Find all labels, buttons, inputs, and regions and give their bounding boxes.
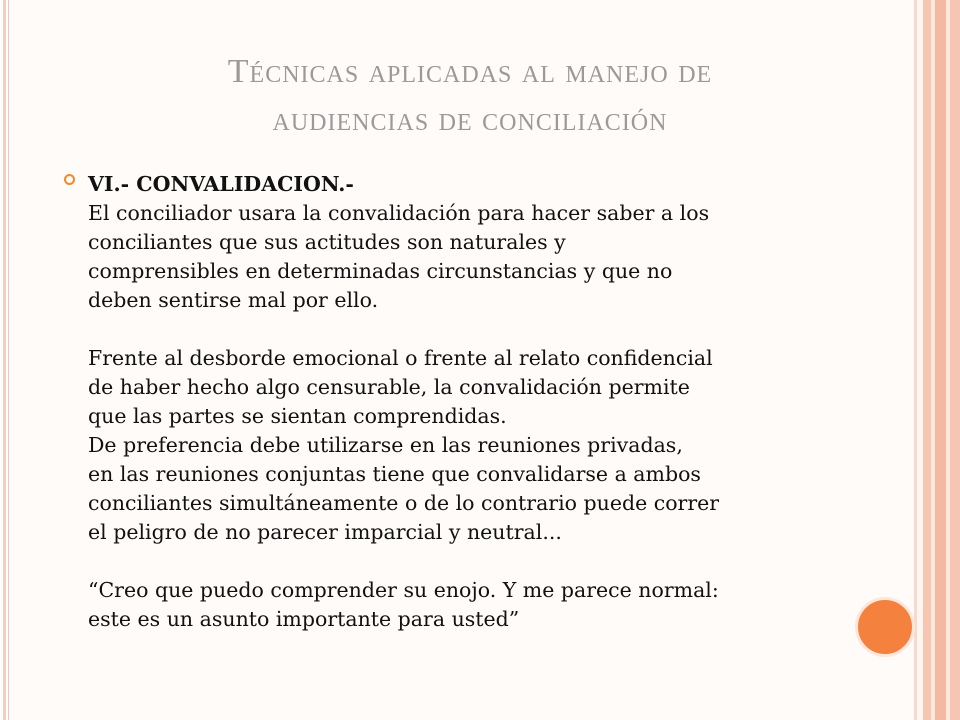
paragraph-spacer bbox=[88, 315, 834, 344]
title-line-1: Técnicas aplicadas al manejo de bbox=[227, 53, 713, 90]
paragraph2-line: que las partes se sientan comprendidas. bbox=[88, 404, 507, 428]
slide-title bbox=[100, 48, 840, 144]
paragraph2-line: conciliantes simultáneamente o de lo contrario puede correr bbox=[88, 491, 720, 515]
paragraph2-line: el peligro de no parecer imparcial y neutral... bbox=[88, 520, 562, 544]
orange-circle-decoration bbox=[855, 597, 915, 657]
paragraph1-line: deben sentirse mal por ello. bbox=[88, 288, 379, 312]
paragraph2-line: Frente al desborde emocional o frente al relato confidencial bbox=[88, 346, 713, 370]
right-stripe-decoration bbox=[914, 0, 960, 720]
paragraph2-line: de haber hecho algo censurable, la convalidación permite bbox=[88, 375, 690, 399]
paragraph1-line: El conciliador usara la convalidación para hacer saber a los bbox=[88, 201, 710, 225]
quote-line: “Creo que puedo comprender su enojo. Y me parece normal: bbox=[88, 578, 719, 602]
quote-line: este es un asunto importante para usted” bbox=[88, 607, 520, 631]
left-border-decoration bbox=[0, 0, 9, 720]
slide-body bbox=[64, 170, 834, 634]
bullet-circle-icon bbox=[64, 174, 75, 185]
paragraph-spacer bbox=[88, 547, 834, 576]
paragraph1-line: conciliantes que sus actitudes son naturales y bbox=[88, 230, 566, 254]
paragraph2-line: De preferencia debe utilizarse en las reuniones privadas, bbox=[88, 433, 683, 457]
title-line-2: audiencias de conciliación bbox=[272, 101, 668, 138]
paragraph1-line: comprensibles en determinadas circunstancias y que no bbox=[88, 259, 673, 283]
section-heading: VI.- CONVALIDACION.- bbox=[88, 172, 354, 196]
bullet-item bbox=[64, 170, 834, 634]
paragraph2-line: en las reuniones conjuntas tiene que convalidarse a ambos bbox=[88, 462, 701, 486]
